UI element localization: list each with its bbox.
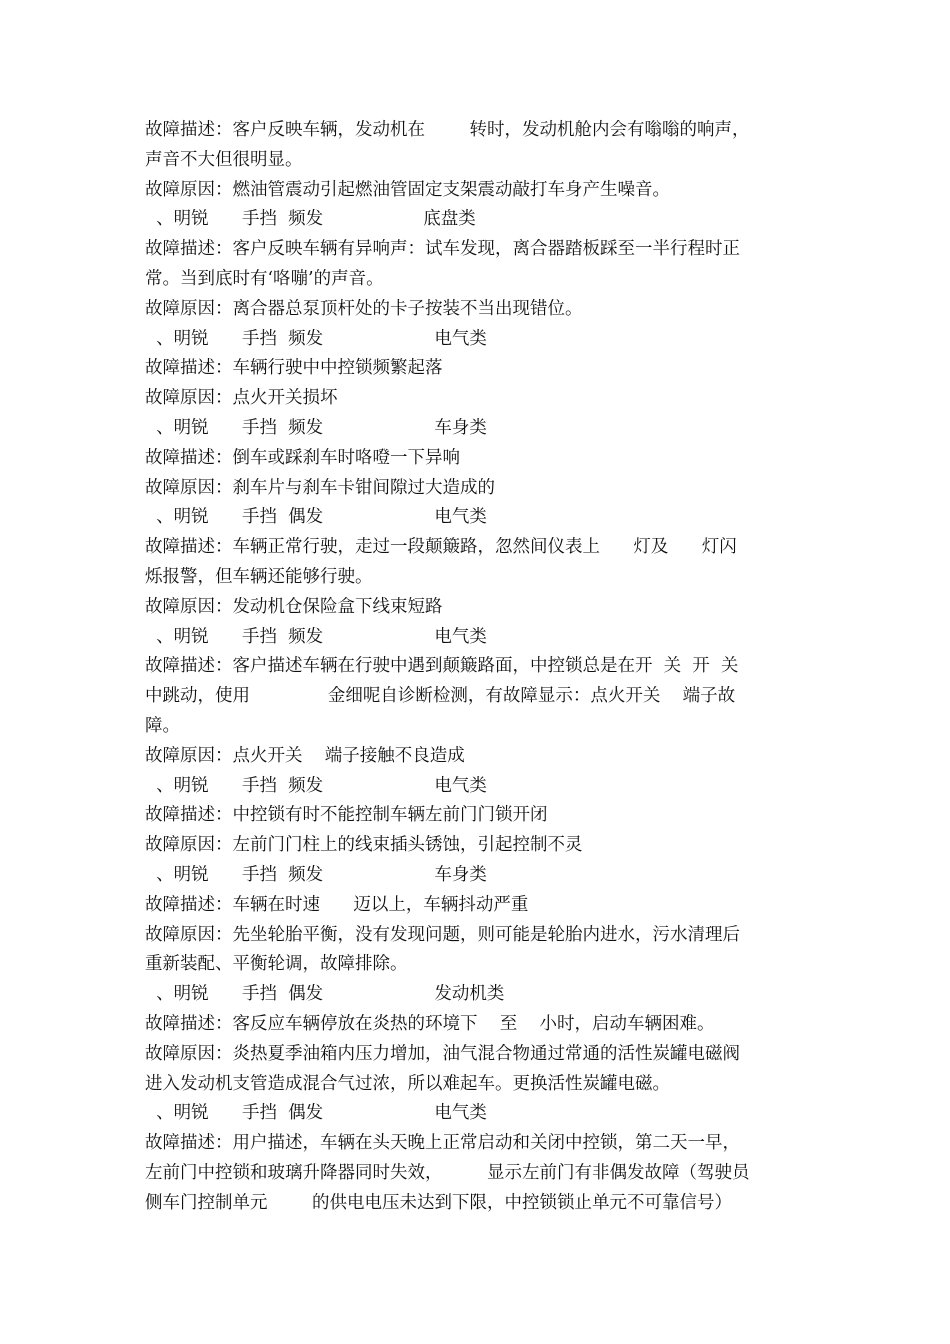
text-line: 故障原因：燃油管震动引起燃油管固定支架震动敲打车身产生噪音。 xyxy=(145,179,670,200)
text-line: 常。当到底时有‘咯嘣’的声音。 xyxy=(145,268,384,289)
entry-header: 、明锐 手挡 频发 电气类 xyxy=(145,328,487,349)
text-line: 故障描述：客户反映车辆，发动机在 转时，发动机舱内会有嗡嗡的响声， xyxy=(145,120,750,140)
text-line: 左前门中控锁和玻璃升降器同时失效， 显示左前门有非偶发故障（驾驶员 xyxy=(145,1162,750,1183)
entry-header: 、明锐 手挡 偶发 发动机类 xyxy=(145,984,505,1005)
text-line: 侧车门控制单元 的供电电压未达到下限，中控锁锁止单元不可靠信号） xyxy=(145,1192,732,1213)
text-line: 故障原因：左前门门柱上的线束插头锈蚀，引起控制不灵 xyxy=(145,835,583,856)
text-line: 中跳动，使用 金细呢自诊断检测，有故障显示：点火开关 端子故 xyxy=(145,686,736,707)
text-line: 故障原因：点火开关损坏 xyxy=(145,388,338,409)
text-line: 故障原因：发动机仓保险盒下线束短路 xyxy=(145,596,443,617)
text-line: 故障描述：车辆行驶中中控锁频繁起落 xyxy=(145,358,443,379)
text-line: 声音不大但很明显。 xyxy=(145,149,303,170)
entry-header: 、明锐 手挡 偶发 电气类 xyxy=(145,1103,487,1124)
text-line: 故障原因：刹车片与刹车卡钳间隙过大造成的 xyxy=(145,477,495,498)
text-line: 故障描述：车辆正常行驶，走过一段颠簸路，忽然间仪表上 灯及 灯闪 xyxy=(145,537,737,558)
text-line: 烁报警，但车辆还能够行驶。 xyxy=(145,566,373,587)
text-line: 故障描述：客反应车辆停放在炎热的环境下 至 小时，启动车辆困难。 xyxy=(145,1013,715,1034)
text-line: 故障原因：离合器总泵顶杆处的卡子按装不当出现错位。 xyxy=(145,298,583,319)
entry-header: 、明锐 手挡 频发 底盘类 xyxy=(145,209,476,230)
document-body xyxy=(145,116,807,1218)
text-line: 故障描述：客户描述车辆在行驶中遇到颠簸路面，中控锁总是在开 关 开 关 xyxy=(145,656,739,677)
text-line: 故障描述：中控锁有时不能控制车辆左前门门锁开闭 xyxy=(145,805,548,826)
entry-header: 、明锐 手挡 频发 车身类 xyxy=(145,417,487,438)
text-line: 障。 xyxy=(145,715,180,736)
text-line: 故障原因：先坐轮胎平衡，没有发现问题，则可能是轮胎内进水，污水清理后 xyxy=(145,924,740,945)
text-line: 故障原因：点火开关 端子接触不良造成 xyxy=(145,745,465,766)
entry-header: 、明锐 手挡 频发 车身类 xyxy=(145,864,487,885)
text-line: 重新装配、平衡轮调，故障排除。 xyxy=(145,954,408,975)
entry-header: 、明锐 手挡 频发 电气类 xyxy=(145,626,487,647)
entry-header: 、明锐 手挡 频发 电气类 xyxy=(145,775,487,796)
text-line: 进入发动机支管造成混合气过浓，所以难起车。更换活性炭罐电磁。 xyxy=(145,1073,670,1094)
text-line: 故障描述：用户描述，车辆在头天晚上正常启动和关闭中控锁，第二天一早， xyxy=(145,1133,740,1154)
text-line: 故障描述：车辆在时速 迈以上，车辆抖动严重 xyxy=(145,894,529,915)
text-line: 故障描述：倒车或踩刹车时咯噔一下异响 xyxy=(145,447,460,468)
text-line: 故障原因：炎热夏季油箱内压力增加，油气混合物通过常通的活性炭罐电磁阀 xyxy=(145,1043,740,1064)
text-line: 故障描述：客户反映车辆有异响声：试车发现，离合器踏板踩至一半行程时正 xyxy=(145,239,740,260)
entry-header: 、明锐 手挡 偶发 电气类 xyxy=(145,507,487,528)
